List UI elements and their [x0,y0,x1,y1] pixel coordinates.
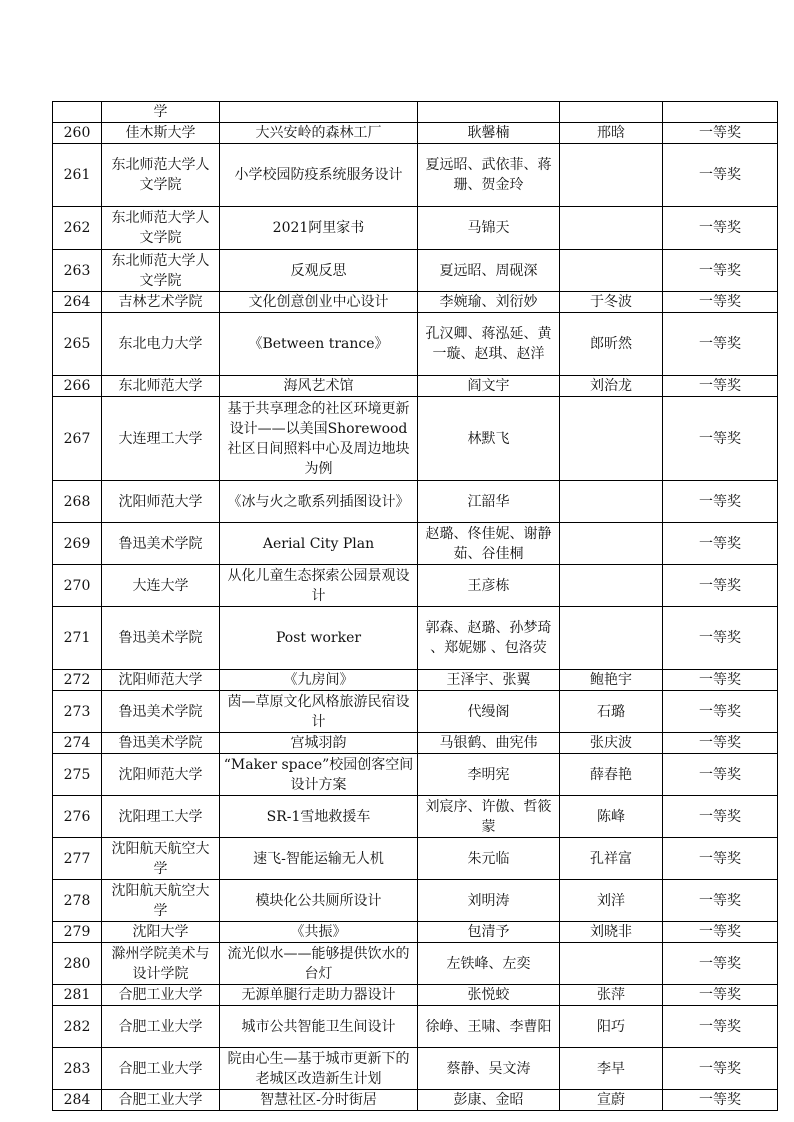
cell-award: 一等奖 [663,670,778,691]
cell-award: 一等奖 [663,607,778,670]
cell-school: 沈阳理工大学 [102,796,220,838]
cell-title: 宫城羽韵 [220,733,418,754]
cell-advisor [560,523,663,565]
cell-school: 大连大学 [102,565,220,607]
table-row [53,985,778,1006]
cell-school: 沈阳航天航空大学 [102,880,220,922]
cell-number: 268 [53,481,102,523]
cell-advisor: 于冬波 [560,292,663,313]
cell-authors: 张悦蛟 [418,985,560,1006]
cell-advisor: 宣蔚 [560,1090,663,1111]
cell-award: 一等奖 [663,838,778,880]
cell-title: 模块化公共厕所设计 [220,880,418,922]
cell-award: 一等奖 [663,313,778,376]
award-list-page [52,101,778,1111]
cell-title: 智慧社区-分时街居 [220,1090,418,1111]
cell-title: 基于共享理念的社区环境更新设计——以美国Shorewood 社区日间照料中心及周边地块为例 [220,397,418,481]
cell-advisor: 郎昕然 [560,313,663,376]
cell-number: 272 [53,670,102,691]
cell-number [53,102,102,123]
table-row [53,481,778,523]
cell-title: 反观反思 [220,250,418,292]
cell-number: 270 [53,565,102,607]
cell-advisor [560,481,663,523]
cell-advisor [560,207,663,250]
cell-authors: 彭康、金昭 [418,1090,560,1111]
table-row [53,292,778,313]
cell-title: Post worker [220,607,418,670]
cell-award [663,102,778,123]
cell-advisor: 刘洋 [560,880,663,922]
cell-number: 281 [53,985,102,1006]
cell-title: 文化创意创业中心设计 [220,292,418,313]
cell-number: 274 [53,733,102,754]
cell-title: 《冰与火之歌系列插图设计》 [220,481,418,523]
cell-award: 一等奖 [663,1090,778,1111]
cell-advisor [560,250,663,292]
cell-number: 279 [53,922,102,943]
cell-authors: 耿馨楠 [418,123,560,144]
table-row [53,1048,778,1090]
cell-advisor: 孔祥富 [560,838,663,880]
cell-authors: 赵璐、佟佳妮、谢静茹、谷佳桐 [418,523,560,565]
cell-advisor: 阳巧 [560,1006,663,1048]
cell-number: 283 [53,1048,102,1090]
cell-award: 一等奖 [663,1048,778,1090]
table-row [53,565,778,607]
cell-school: 大连理工大学 [102,397,220,481]
table-row [53,796,778,838]
cell-number: 269 [53,523,102,565]
cell-number: 278 [53,880,102,922]
cell-number: 271 [53,607,102,670]
cell-school: 鲁迅美术学院 [102,733,220,754]
award-table-body [53,102,778,1111]
table-row [53,607,778,670]
cell-title: 大兴安岭的森林工厂 [220,123,418,144]
cell-title: 2021阿里家书 [220,207,418,250]
cell-school: 鲁迅美术学院 [102,607,220,670]
cell-advisor [560,607,663,670]
table-row [53,250,778,292]
cell-school: 东北师范大学人文学院 [102,207,220,250]
cell-award: 一等奖 [663,880,778,922]
table-row [53,144,778,207]
cell-number: 282 [53,1006,102,1048]
cell-award: 一等奖 [663,397,778,481]
cell-authors: 徐峥、王啸、李曹阳 [418,1006,560,1048]
table-row [53,838,778,880]
cell-school: 合肥工业大学 [102,1048,220,1090]
cell-school: 东北师范大学 [102,376,220,397]
cell-title: 从化儿童生态探索公园景观设计 [220,565,418,607]
table-row [53,670,778,691]
cell-number: 264 [53,292,102,313]
cell-authors: 郭森、赵璐、孙梦琦 、郑妮娜 、包洛荧 [418,607,560,670]
table-row [53,1006,778,1048]
cell-school: 沈阳师范大学 [102,670,220,691]
cell-school: 合肥工业大学 [102,1090,220,1111]
cell-school: 学 [102,102,220,123]
cell-title: SR-1雪地救援车 [220,796,418,838]
cell-authors: 朱元临 [418,838,560,880]
cell-authors: 刘宸序、许傲、哲筱蒙 [418,796,560,838]
cell-advisor [560,943,663,985]
cell-school: 东北师范大学人文学院 [102,144,220,207]
table-row [53,754,778,796]
table-row [53,397,778,481]
cell-title: 茵—草原文化风格旅游民宿设计 [220,691,418,733]
cell-award: 一等奖 [663,144,778,207]
table-row [53,123,778,144]
cell-award: 一等奖 [663,922,778,943]
cell-school: 东北师范大学人文学院 [102,250,220,292]
cell-number: 263 [53,250,102,292]
cell-authors: 李明宪 [418,754,560,796]
cell-school: 沈阳大学 [102,922,220,943]
cell-authors: 王泽宇、张翼 [418,670,560,691]
cell-title: 《九房间》 [220,670,418,691]
cell-title: 流光似水——能够提供饮水的台灯 [220,943,418,985]
cell-title: “Maker space”校园创客空间设计方案 [220,754,418,796]
cell-title: 院由心生—基于城市更新下的老城区改造新生计划 [220,1048,418,1090]
cell-title: 速飞-智能运输无人机 [220,838,418,880]
cell-authors: 李婉瑜、刘衍妙 [418,292,560,313]
cell-number: 275 [53,754,102,796]
award-table [52,101,778,1111]
cell-title: 海风艺术馆 [220,376,418,397]
cell-award: 一等奖 [663,481,778,523]
table-row [53,733,778,754]
cell-school: 合肥工业大学 [102,985,220,1006]
cell-number: 277 [53,838,102,880]
cell-authors: 代缦阁 [418,691,560,733]
cell-authors: 孔汉卿、蒋泓延、黄一璇、赵琪、赵洋 [418,313,560,376]
cell-authors: 夏远昭、周砚深 [418,250,560,292]
cell-award: 一等奖 [663,523,778,565]
cell-award: 一等奖 [663,985,778,1006]
cell-authors: 刘明涛 [418,880,560,922]
cell-title: 《Between trance》 [220,313,418,376]
cell-advisor: 李早 [560,1048,663,1090]
cell-title [220,102,418,123]
cell-title: 无源单腿行走助力器设计 [220,985,418,1006]
cell-number: 284 [53,1090,102,1111]
cell-authors: 林默飞 [418,397,560,481]
cell-authors: 夏远昭、武依菲、蒋珊、贺金玲 [418,144,560,207]
cell-number: 280 [53,943,102,985]
cell-title: 城市公共智能卫生间设计 [220,1006,418,1048]
cell-authors: 阎文宇 [418,376,560,397]
cell-advisor [560,102,663,123]
cell-school: 吉林艺术学院 [102,292,220,313]
cell-number: 260 [53,123,102,144]
table-row [53,922,778,943]
cell-school: 鲁迅美术学院 [102,523,220,565]
cell-award: 一等奖 [663,691,778,733]
cell-award: 一等奖 [663,796,778,838]
cell-award: 一等奖 [663,733,778,754]
cell-number: 266 [53,376,102,397]
cell-school: 沈阳航天航空大学 [102,838,220,880]
table-row [53,207,778,250]
cell-number: 273 [53,691,102,733]
cell-school: 沈阳师范大学 [102,754,220,796]
cell-authors: 蔡静、吴文涛 [418,1048,560,1090]
cell-title: 《共振》 [220,922,418,943]
table-row [53,313,778,376]
cell-award: 一等奖 [663,565,778,607]
cell-number: 261 [53,144,102,207]
cell-advisor: 张萍 [560,985,663,1006]
table-row [53,691,778,733]
cell-award: 一等奖 [663,376,778,397]
cell-award: 一等奖 [663,123,778,144]
cell-authors: 包清予 [418,922,560,943]
cell-school: 鲁迅美术学院 [102,691,220,733]
cell-title: Aerial City Plan [220,523,418,565]
cell-advisor: 薛春艳 [560,754,663,796]
cell-advisor: 刘治龙 [560,376,663,397]
cell-school: 沈阳师范大学 [102,481,220,523]
cell-advisor: 鲍艳宇 [560,670,663,691]
cell-award: 一等奖 [663,754,778,796]
cell-title: 小学校园防疫系统服务设计 [220,144,418,207]
cell-award: 一等奖 [663,250,778,292]
cell-advisor: 石璐 [560,691,663,733]
cell-advisor: 陈峰 [560,796,663,838]
cell-authors: 马锦天 [418,207,560,250]
cell-school: 东北电力大学 [102,313,220,376]
cell-advisor [560,397,663,481]
cell-award: 一等奖 [663,1006,778,1048]
cell-number: 276 [53,796,102,838]
table-row [53,376,778,397]
cell-authors: 马银鹤、曲宪伟 [418,733,560,754]
cell-award: 一等奖 [663,292,778,313]
cell-advisor: 刘晓非 [560,922,663,943]
cell-award: 一等奖 [663,207,778,250]
cell-advisor [560,144,663,207]
table-row [53,523,778,565]
cell-school: 合肥工业大学 [102,1006,220,1048]
cell-award: 一等奖 [663,943,778,985]
cell-advisor: 邢晗 [560,123,663,144]
cell-number: 267 [53,397,102,481]
continuation-row [53,102,778,123]
cell-advisor: 张庆波 [560,733,663,754]
cell-authors: 江韶华 [418,481,560,523]
cell-number: 265 [53,313,102,376]
cell-school: 滁州学院美术与设计学院 [102,943,220,985]
cell-authors: 左铁峰、左奕 [418,943,560,985]
table-row [53,1090,778,1111]
cell-authors: 王彦栋 [418,565,560,607]
table-row [53,943,778,985]
table-row [53,880,778,922]
cell-authors [418,102,560,123]
cell-number: 262 [53,207,102,250]
cell-school: 佳木斯大学 [102,123,220,144]
cell-advisor [560,565,663,607]
